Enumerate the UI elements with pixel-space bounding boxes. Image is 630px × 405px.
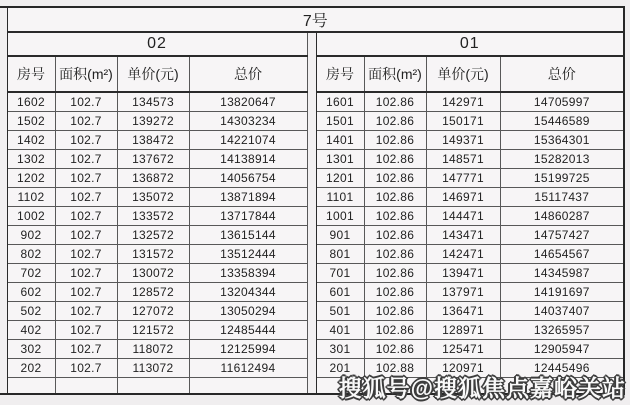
cell: 401 bbox=[316, 320, 364, 339]
cell: 142971 bbox=[426, 92, 500, 111]
cell: 13358394 bbox=[189, 263, 307, 282]
cell: 102.7 bbox=[55, 130, 117, 149]
cell: 13204344 bbox=[189, 282, 307, 301]
cell: 13615144 bbox=[189, 225, 307, 244]
cell: 14860287 bbox=[500, 206, 624, 225]
building-title: 7号 bbox=[7, 7, 624, 32]
cell: 130072 bbox=[117, 263, 189, 282]
cell: 13265957 bbox=[500, 320, 624, 339]
cell: 12125994 bbox=[189, 339, 307, 358]
cell: 102.7 bbox=[55, 320, 117, 339]
cell: 127072 bbox=[117, 301, 189, 320]
cell: 701 bbox=[316, 263, 364, 282]
spacer-cell bbox=[307, 56, 316, 92]
cell: 102.86 bbox=[364, 168, 426, 187]
spacer-cell bbox=[0, 263, 7, 282]
cell: 602 bbox=[7, 282, 55, 301]
spacer-cell bbox=[307, 225, 316, 244]
cell: 131572 bbox=[117, 244, 189, 263]
unit-header-02: 02 bbox=[7, 32, 307, 56]
cell: 144471 bbox=[426, 206, 500, 225]
cell: 150171 bbox=[426, 111, 500, 130]
cell: 102.86 bbox=[364, 92, 426, 111]
cell: 102.86 bbox=[364, 301, 426, 320]
empty-cell bbox=[7, 377, 55, 394]
spacer-cell bbox=[0, 244, 7, 263]
column-header-unit-price: 单价(元) bbox=[426, 56, 500, 92]
cell: 102.7 bbox=[55, 301, 117, 320]
cell: 14221074 bbox=[189, 130, 307, 149]
cell: 102.86 bbox=[364, 339, 426, 358]
table-row bbox=[0, 320, 624, 339]
cell: 302 bbox=[7, 339, 55, 358]
spacer-cell bbox=[0, 301, 7, 320]
cell: 702 bbox=[7, 263, 55, 282]
spacer-cell bbox=[307, 377, 316, 394]
spacer-cell bbox=[307, 92, 316, 111]
cell: 13512444 bbox=[189, 244, 307, 263]
cell: 137971 bbox=[426, 282, 500, 301]
cell: 102.88 bbox=[364, 358, 426, 377]
empty-cell bbox=[55, 377, 117, 394]
column-header-total-price: 总价 bbox=[189, 56, 307, 92]
cell: 142471 bbox=[426, 244, 500, 263]
cell: 15364301 bbox=[500, 130, 624, 149]
cell: 1101 bbox=[316, 187, 364, 206]
cell: 12485444 bbox=[189, 320, 307, 339]
spacer-cell bbox=[307, 206, 316, 225]
table-row bbox=[0, 301, 624, 320]
table-row bbox=[0, 187, 624, 206]
cell: 14757427 bbox=[500, 225, 624, 244]
cell: 134573 bbox=[117, 92, 189, 111]
spacer-cell bbox=[307, 301, 316, 320]
cell: 402 bbox=[7, 320, 55, 339]
cell: 15199725 bbox=[500, 168, 624, 187]
cell: 135072 bbox=[117, 187, 189, 206]
spacer-cell bbox=[0, 206, 7, 225]
cell: 149371 bbox=[426, 130, 500, 149]
cell: 148571 bbox=[426, 149, 500, 168]
cell: 801 bbox=[316, 244, 364, 263]
cell: 1602 bbox=[7, 92, 55, 111]
cell: 202 bbox=[7, 358, 55, 377]
cell: 102.7 bbox=[55, 92, 117, 111]
table-body bbox=[0, 92, 624, 394]
spacer-cell bbox=[0, 377, 7, 394]
cell: 102.7 bbox=[55, 339, 117, 358]
table-row bbox=[0, 111, 624, 130]
cell: 102.7 bbox=[55, 244, 117, 263]
spacer-cell bbox=[0, 187, 7, 206]
cell: 128572 bbox=[117, 282, 189, 301]
cell: 1202 bbox=[7, 168, 55, 187]
table-row bbox=[0, 244, 624, 263]
spacer-cell bbox=[0, 111, 7, 130]
unit-header-01: 01 bbox=[316, 32, 624, 56]
column-header-row bbox=[0, 56, 624, 92]
cell: 128971 bbox=[426, 320, 500, 339]
cell: 15446589 bbox=[500, 111, 624, 130]
cell: 11612494 bbox=[189, 358, 307, 377]
cell: 1601 bbox=[316, 92, 364, 111]
cell: 1302 bbox=[7, 149, 55, 168]
cell: 138472 bbox=[117, 130, 189, 149]
cell: 102.7 bbox=[55, 206, 117, 225]
cell: 102.7 bbox=[55, 358, 117, 377]
table-row bbox=[0, 206, 624, 225]
cell: 102.86 bbox=[364, 111, 426, 130]
spacer-cell bbox=[307, 111, 316, 130]
cell: 132572 bbox=[117, 225, 189, 244]
spacer-cell bbox=[0, 282, 7, 301]
cell: 147771 bbox=[426, 168, 500, 187]
cell: 14654567 bbox=[500, 244, 624, 263]
cell: 102.7 bbox=[55, 111, 117, 130]
cell: 102.7 bbox=[55, 168, 117, 187]
cell: 201 bbox=[316, 358, 364, 377]
cell: 102.7 bbox=[55, 187, 117, 206]
spacer-cell bbox=[307, 320, 316, 339]
cell: 1301 bbox=[316, 149, 364, 168]
cell: 502 bbox=[7, 301, 55, 320]
cell: 102.7 bbox=[55, 225, 117, 244]
spacer-cell bbox=[0, 130, 7, 149]
cell: 146971 bbox=[426, 187, 500, 206]
table-row bbox=[0, 225, 624, 244]
cell: 12445496 bbox=[500, 358, 624, 377]
cell: 136872 bbox=[117, 168, 189, 187]
building-row bbox=[0, 7, 624, 32]
spacer-cell bbox=[0, 168, 7, 187]
cell: 901 bbox=[316, 225, 364, 244]
cell: 102.86 bbox=[364, 225, 426, 244]
cell: 102.7 bbox=[55, 149, 117, 168]
cell: 1201 bbox=[316, 168, 364, 187]
cell: 102.86 bbox=[364, 149, 426, 168]
cell: 102.7 bbox=[55, 263, 117, 282]
cell: 102.86 bbox=[364, 282, 426, 301]
spacer-cell bbox=[0, 358, 7, 377]
cell: 139471 bbox=[426, 263, 500, 282]
column-header-unit-price: 单价(元) bbox=[117, 56, 189, 92]
cell: 139272 bbox=[117, 111, 189, 130]
table-row bbox=[0, 149, 624, 168]
spacer-cell bbox=[307, 130, 316, 149]
column-header-area: 面积(m²) bbox=[55, 56, 117, 92]
cell: 113072 bbox=[117, 358, 189, 377]
cell: 14705997 bbox=[500, 92, 624, 111]
column-header-total-price: 总价 bbox=[500, 56, 624, 92]
cell: 1001 bbox=[316, 206, 364, 225]
unit-row bbox=[0, 32, 624, 56]
spacer-cell bbox=[0, 320, 7, 339]
table-row bbox=[0, 130, 624, 149]
cell: 118072 bbox=[117, 339, 189, 358]
cell: 14037407 bbox=[500, 301, 624, 320]
spacer-cell bbox=[307, 282, 316, 301]
column-header-area: 面积(m²) bbox=[364, 56, 426, 92]
cell: 14056754 bbox=[189, 168, 307, 187]
cell: 902 bbox=[7, 225, 55, 244]
cell: 1002 bbox=[7, 206, 55, 225]
spacer-cell bbox=[307, 263, 316, 282]
empty-cell bbox=[117, 377, 189, 394]
cell: 15282013 bbox=[500, 149, 624, 168]
cell: 14345987 bbox=[500, 263, 624, 282]
spacer-cell bbox=[307, 32, 316, 56]
watermark: 搜狐号@搜狐焦点嘉峪关站 bbox=[338, 375, 626, 401]
cell: 802 bbox=[7, 244, 55, 263]
cell: 125471 bbox=[426, 339, 500, 358]
table-row bbox=[0, 263, 624, 282]
column-header-room: 房号 bbox=[316, 56, 364, 92]
table-row bbox=[0, 282, 624, 301]
cell: 102.86 bbox=[364, 263, 426, 282]
cell: 501 bbox=[316, 301, 364, 320]
spacer-cell bbox=[307, 149, 316, 168]
cell: 13717844 bbox=[189, 206, 307, 225]
spacer-cell bbox=[0, 32, 7, 56]
cell: 14191697 bbox=[500, 282, 624, 301]
cell: 1402 bbox=[7, 130, 55, 149]
cell: 13820647 bbox=[189, 92, 307, 111]
spacer-cell bbox=[307, 244, 316, 263]
cell: 12905947 bbox=[500, 339, 624, 358]
table-row bbox=[0, 168, 624, 187]
spacer-cell bbox=[0, 225, 7, 244]
cell: 1102 bbox=[7, 187, 55, 206]
spacer-cell bbox=[307, 339, 316, 358]
cell: 120971 bbox=[426, 358, 500, 377]
cell: 102.86 bbox=[364, 187, 426, 206]
cell: 15117437 bbox=[500, 187, 624, 206]
cell: 1502 bbox=[7, 111, 55, 130]
cell: 102.86 bbox=[364, 320, 426, 339]
cell: 102.7 bbox=[55, 282, 117, 301]
spacer-cell bbox=[0, 7, 7, 32]
cell: 137672 bbox=[117, 149, 189, 168]
cell: 102.86 bbox=[364, 206, 426, 225]
table-row bbox=[0, 92, 624, 111]
spacer-cell bbox=[0, 56, 7, 92]
spacer-cell bbox=[0, 149, 7, 168]
spacer-cell bbox=[307, 187, 316, 206]
cell: 301 bbox=[316, 339, 364, 358]
cell: 102.86 bbox=[364, 244, 426, 263]
cell: 102.86 bbox=[364, 130, 426, 149]
cell: 121572 bbox=[117, 320, 189, 339]
cell: 13050294 bbox=[189, 301, 307, 320]
cell: 133572 bbox=[117, 206, 189, 225]
spacer-cell bbox=[307, 168, 316, 187]
spacer-cell bbox=[0, 339, 7, 358]
cell: 14138914 bbox=[189, 149, 307, 168]
cell: 13871894 bbox=[189, 187, 307, 206]
price-table bbox=[0, 6, 625, 395]
column-header-room: 房号 bbox=[7, 56, 55, 92]
cell: 143471 bbox=[426, 225, 500, 244]
cell: 14303234 bbox=[189, 111, 307, 130]
empty-cell bbox=[189, 377, 307, 394]
cell: 601 bbox=[316, 282, 364, 301]
spacer-cell bbox=[0, 92, 7, 111]
table-row bbox=[0, 339, 624, 358]
cell: 136471 bbox=[426, 301, 500, 320]
spacer-cell bbox=[307, 358, 316, 377]
cell: 1501 bbox=[316, 111, 364, 130]
cell: 1401 bbox=[316, 130, 364, 149]
